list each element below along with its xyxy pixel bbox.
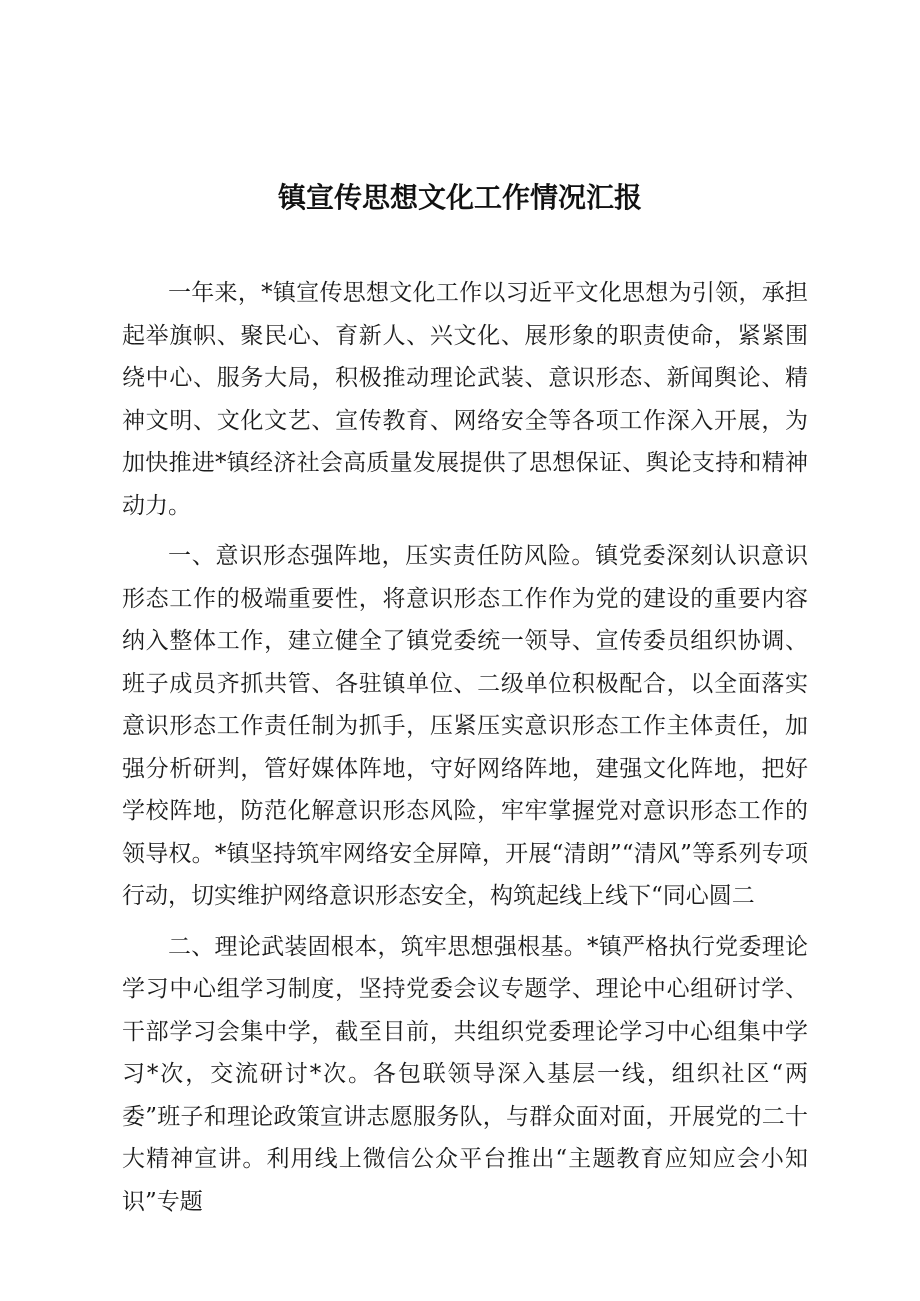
- section-one-paragraph: 一、意识形态强阵地，压实责任防风险。镇党委深刻认识意识形态工作的极端重要性，将意识形态工作作为党的建设的重要内容纳入整体工作，建立健全了镇党委统一领导、宣传委员组织协调、班子成员齐抓共管、各驻镇单位、二级单位积极配合，以全面落实意识形态工作责任制为抓手，压紧压实意识形态工作主体责任，加强分析研判，管好媒体阵地，守好网络阵地，建强文化阵地，把好学校阵地，防范化解意识形态风险，牢牢掌握党对意识形态工作的领导权。*镇坚持筑牢网络安全屏障，开展“清朗”“清风”等系列专项行动，切实维护网络意识形态安全，构筑起线上线下“同心圆二: [122, 543, 808, 909]
- section-two-paragraph: 二、理论武装固根本，筑牢思想强根基。*镇严格执行党委理论学习中心组学习制度，坚持党委会议专题学、理论中心组研讨学、干部学习会集中学，截至目前，共组织党委理论学习中心组集中学习*次，交流研讨*次。各包联领导深入基层一线，组织社区“两委”班子和理论政策宣讲志愿服务队，与群众面对面，开展党的二十大精神宣讲。利用线上微信公众平台推出“主题教育应知应会小知识”专题: [122, 933, 808, 1215]
- document-title: 镇宣传思想文化工作情况汇报: [277, 181, 642, 214]
- document-body: [122, 272, 808, 1223]
- intro-paragraph: 一年来，*镇宣传思想文化工作以习近平文化思想为引领，承担起举旗帜、聚民心、育新人、兴文化、展形象的职责使命，紧紧围绕中心、服务大局，积极推动理论武装、意识形态、新闻舆论、精神文明、文化文艺、宣传教育、网络安全等各项工作深入开展，为加快推进*镇经济社会高质量发展提供了思想保证、舆论支持和精神动力。: [122, 280, 808, 519]
